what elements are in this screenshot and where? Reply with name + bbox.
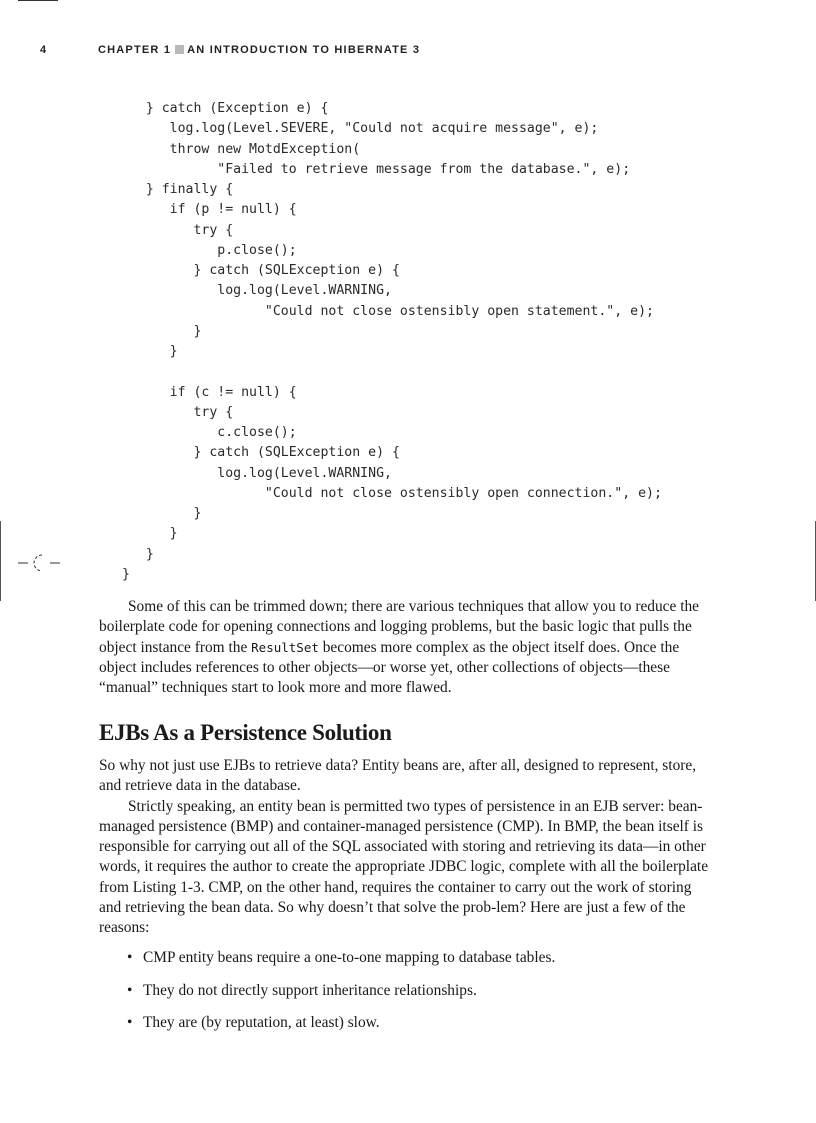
paragraph-text-part: becomes more complex as the object itself does. Once the object includes references to other objects—or worse yet, other collections of objects—these “manual” techniques start to look more and more flawed. [99, 638, 680, 697]
list-item [127, 948, 555, 981]
chapter-label: CHAPTER 1 [98, 44, 172, 56]
paragraph-code-discussion [99, 597, 715, 698]
bullet-icon: • [127, 1014, 133, 1031]
code-line: } catch (Exception e) { [122, 101, 329, 116]
code-line: "Could not close ostensibly open statement.", e); [122, 303, 654, 319]
paragraph-persistence-types: Strictly speaking, an entity bean is permitted two types of persistence in an EJB server: bean-managed persistence (BMP) and container-managed persistence (CMP). In BMP, the bean itself is responsible for carrying out all of the SQL associated with storing and retrieving its data—in other words, it requires the author to create the appropriate JDBC logic, complete with all the boilerplate from Listing 1-3. CMP, on the other hand, requires the container to carry out the work of storing and retrieving the bean data. So why doesn’t that solve the prob-lem? Here are just a few of the reasons: [99, 797, 709, 937]
page-number: 4 [40, 44, 48, 56]
paragraph-ejb-intro: So why not just use EJBs to retrieve data? Entity beans are, after all, designed to represent, store, and retrieve data in the database. [99, 757, 697, 795]
top-crop-rule [18, 0, 58, 1]
code-line: } [122, 323, 202, 339]
bullet-icon: • [127, 981, 133, 999]
code-line: } finally { [122, 182, 234, 197]
code-line: c.close(); [122, 425, 297, 440]
code-line [122, 362, 662, 382]
code-line: "Could not close ostensibly open connection.", e); [122, 485, 662, 501]
paragraph-text-part: Some of this can be trimmed down; there are various techniques that allow you to reduce the boilerplate code for opening connections and logging problems, but the basic logic that pulls the object instance from the [99, 598, 699, 656]
section-body [99, 756, 715, 939]
code-line: throw new MotdException( [122, 141, 361, 157]
list-item [127, 1013, 555, 1046]
code-line: } [122, 546, 154, 562]
code-line: log.log(Level.WARNING, [122, 283, 392, 299]
list-item-text: They are (by reputation, at least) slow. [143, 1014, 380, 1031]
code-line: if (p != null) { [122, 202, 297, 218]
registration-mark-icon [18, 552, 62, 574]
list-item-text: They do not directly support inheritance relationships. [143, 981, 477, 999]
code-line: try { [122, 222, 234, 238]
reasons-list [127, 948, 555, 1046]
code-line: "Failed to retrieve message from the database.", e); [122, 161, 631, 177]
code-line: p.close(); [122, 242, 297, 258]
code-line: try { [122, 404, 234, 420]
code-line: } [122, 526, 178, 542]
code-line: } [122, 506, 202, 521]
list-item [127, 981, 555, 1014]
code-line: if (c != null) { [122, 384, 297, 400]
header-square-icon [175, 45, 184, 54]
inline-code-resultset: ResultSet [251, 639, 319, 655]
code-line: } catch (SQLException e) { [122, 263, 400, 278]
code-line: } [122, 344, 178, 359]
code-listing [122, 99, 662, 585]
running-header [40, 44, 420, 56]
code-line: } [122, 566, 130, 582]
code-line: log.log(Level.SEVERE, "Could not acquire message", e); [122, 121, 599, 137]
chapter-title: AN INTRODUCTION TO HIBERNATE 3 [187, 44, 421, 56]
code-line: log.log(Level.WARNING, [122, 465, 392, 481]
paragraph-text [99, 597, 715, 698]
section-heading: EJBs As a Persistence Solution [99, 720, 392, 745]
list-item-text: CMP entity beans require a one-to-one mapping to database tables. [143, 949, 556, 966]
crop-mark-left [0, 521, 1, 601]
code-line: } catch (SQLException e) { [122, 445, 400, 461]
bullet-icon: • [127, 949, 133, 966]
